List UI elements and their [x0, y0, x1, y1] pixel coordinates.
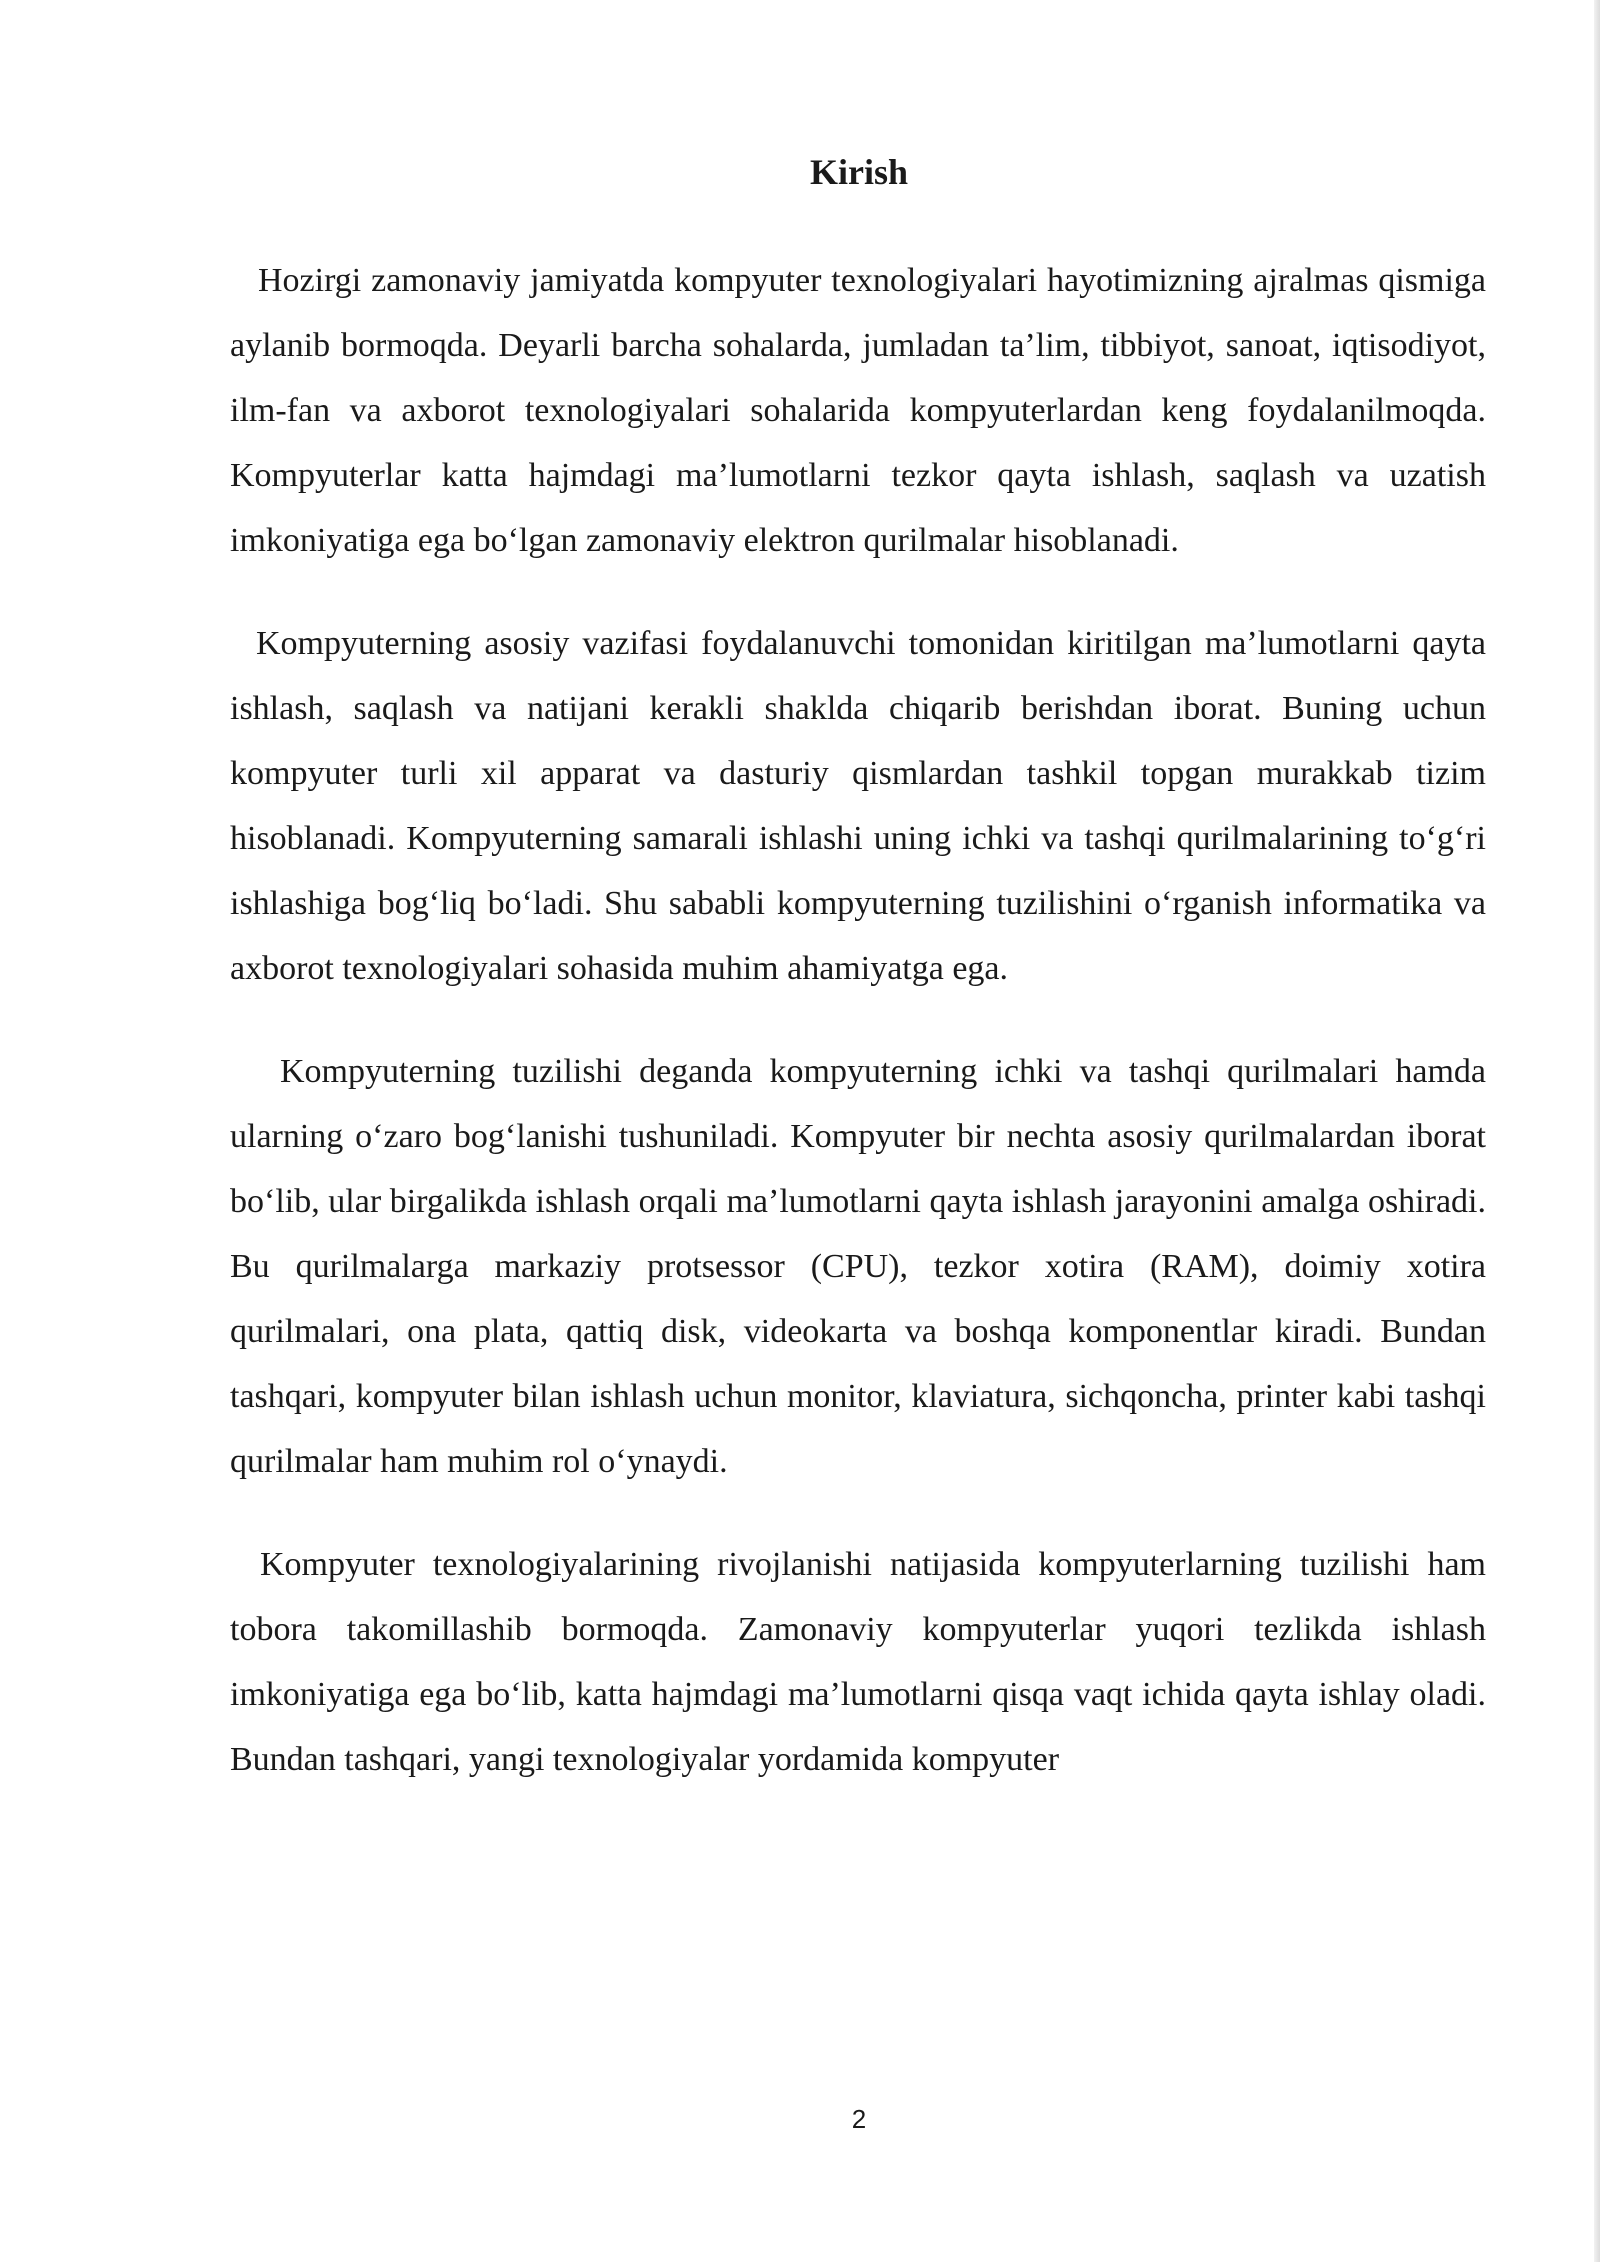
paragraph-2: Kompyuterning asosiy vazifasi foydalanuvchi tomonidan kiritilgan ma’lumotlarni qayta ishlash, saqlash va natijani kerakli shaklda chiqarib berishdan iborat. Buning uchun kompyuter turli xil apparat va dasturiy qismlardan tashkil topgan murakkab tizim hisoblanadi. Kompyuterning samarali ishlashi uning ichki va tashqi qurilmalarining to‘g‘ri ishlashiga bog‘liq bo‘ladi. Shu sababli kompyuterning tuzilishini o‘rganish informatika va axborot texnologiyalari sohasida muhim ahamiyatga ega.	[230, 625, 1486, 987]
paragraph-3: Kompyuterning tuzilishi deganda kompyuterning ichki va tashqi qurilmalari hamda ularning o‘zaro bog‘lanishi tushuniladi. Kompyuter bir nechta asosiy qurilmalardan iborat bo‘lib, ular birgalikda ishlash orqali ma’lumotlarni qayta ishlash jarayonini amalga oshiradi. Bu qurilmalarga markaziy protsessor (CPU), tezkor xotira (RAM), doimiy xotira qurilmalari, ona plata, qattiq disk, videokarta va boshqa komponentlar kiradi. Bundan tashqari, kompyuter bilan ishlash uchun monitor, klaviatura, sichqoncha, printer kabi tashqi qurilmalar ham muhim rol o‘ynaydi.	[230, 1053, 1486, 1480]
paragraph-4: Kompyuter texnologiyalarining rivojlanishi natijasida kompyuterlarning tuzilishi ham tobora takomillashib bormoqda. Zamonaviy kompyuterlar yuqori tezlikda ishlash imkoniyatiga ega bo‘lib, katta hajmdagi ma’lumotlarni qisqa vaqt ichida qayta ishlay oladi. Bundan tashqari, yangi texnologiyalar yordamida kompyuter	[230, 1546, 1486, 1778]
paragraph-1: Hozirgi zamonaviy jamiyatda kompyuter texnologiyalari hayotimizning ajralmas qismiga aylanib bormoqda. Deyarli barcha sohalarda, jumladan ta’lim, tibbiyot, sanoat, iqtisodiyot, ilm-fan va axborot texnologiyalari sohalarida kompyuterlardan keng foydalanilmoqda. Kompyuterlar katta hajmdagi ma’lumotlarni tezkor qayta ishlash, saqlash va uzatish imkoniyatiga ega bo‘lgan zamonaviy elektron qurilmalar hisoblanadi.	[230, 262, 1486, 559]
page-edge-shadow	[1594, 0, 1600, 2262]
page-title: Kirish	[809, 152, 908, 192]
page-number: 2	[851, 2104, 867, 2134]
document-body	[230, 248, 1486, 1830]
